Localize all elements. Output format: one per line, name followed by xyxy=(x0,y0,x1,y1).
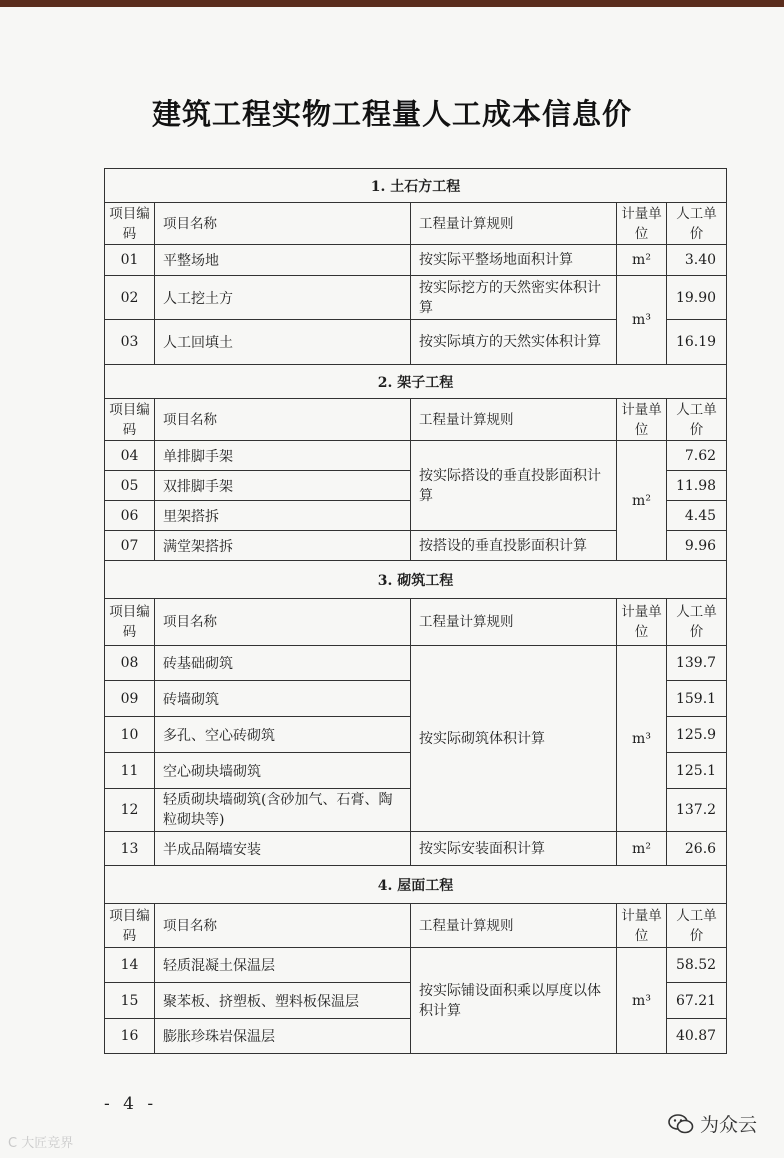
item-price: 137.2 xyxy=(667,789,727,832)
item-code: 14 xyxy=(105,948,155,983)
item-rule: 按实际平整场地面积计算 xyxy=(411,245,617,276)
watermark-right xyxy=(668,1110,757,1137)
item-unit: m² xyxy=(617,832,667,866)
item-code: 05 xyxy=(105,471,155,501)
item-unit: m³ xyxy=(617,646,667,832)
wechat-icon xyxy=(668,1114,694,1134)
item-code: 10 xyxy=(105,717,155,753)
header-rule: 工程量计算规则 xyxy=(411,904,617,948)
item-rule: 按实际安装面积计算 xyxy=(411,832,617,866)
header-code: 项目编码 xyxy=(105,203,155,245)
header-rule: 工程量计算规则 xyxy=(411,599,617,646)
item-code: 02 xyxy=(105,276,155,320)
table-row xyxy=(105,441,727,471)
item-name: 砖基础砌筑 xyxy=(155,646,411,681)
table-row xyxy=(105,646,727,681)
item-name: 单排脚手架 xyxy=(155,441,411,471)
header-row xyxy=(105,203,727,245)
header-unit: 计量单位 xyxy=(617,399,667,441)
item-code: 09 xyxy=(105,681,155,717)
item-price: 16.19 xyxy=(667,320,727,365)
item-name: 里架搭拆 xyxy=(155,501,411,531)
item-price: 19.90 xyxy=(667,276,727,320)
section-heading xyxy=(105,866,727,904)
section-title: 2. 架子工程 xyxy=(105,365,727,399)
header-price: 人工单价 xyxy=(667,399,727,441)
item-rule: 按实际搭设的垂直投影面积计算 xyxy=(411,441,617,531)
header-name: 项目名称 xyxy=(155,904,411,948)
item-price: 58.52 xyxy=(667,948,727,983)
item-rule: 按搭设的垂直投影面积计算 xyxy=(411,531,617,561)
item-price: 139.7 xyxy=(667,646,727,681)
header-name: 项目名称 xyxy=(155,203,411,245)
table-row xyxy=(105,948,727,983)
item-unit: m² xyxy=(617,245,667,276)
item-name: 人工挖土方 xyxy=(155,276,411,320)
item-rule: 按实际挖方的天然密实体积计算 xyxy=(411,276,617,320)
header-code: 项目编码 xyxy=(105,599,155,646)
item-name: 平整场地 xyxy=(155,245,411,276)
table-row xyxy=(105,832,727,866)
item-unit: m² xyxy=(617,441,667,561)
item-unit: m³ xyxy=(617,276,667,365)
item-price: 125.9 xyxy=(667,717,727,753)
table-row xyxy=(105,276,727,320)
item-price: 67.21 xyxy=(667,983,727,1019)
header-rule: 工程量计算规则 xyxy=(411,203,617,245)
page-number: - 4 - xyxy=(104,1094,158,1114)
item-code: 12 xyxy=(105,789,155,832)
item-rule: 按实际砌筑体积计算 xyxy=(411,646,617,832)
item-price: 40.87 xyxy=(667,1019,727,1054)
item-price: 9.96 xyxy=(667,531,727,561)
header-name: 项目名称 xyxy=(155,599,411,646)
item-code: 13 xyxy=(105,832,155,866)
section-heading xyxy=(105,561,727,599)
item-name: 双排脚手架 xyxy=(155,471,411,501)
header-rule: 工程量计算规则 xyxy=(411,399,617,441)
item-price: 11.98 xyxy=(667,471,727,501)
item-name: 聚苯板、挤塑板、塑料板保温层 xyxy=(155,983,411,1019)
table-row xyxy=(105,245,727,276)
header-code: 项目编码 xyxy=(105,399,155,441)
item-code: 04 xyxy=(105,441,155,471)
item-code: 01 xyxy=(105,245,155,276)
page-title: 建筑工程实物工程量人工成本信息价 xyxy=(151,97,632,131)
item-name: 满堂架搭拆 xyxy=(155,531,411,561)
header-unit: 计量单位 xyxy=(617,203,667,245)
watermark-left: C 大匠竞界 xyxy=(8,1136,74,1151)
section-title: 1. 土石方工程 xyxy=(105,169,727,203)
section-heading xyxy=(105,169,727,203)
section-title: 3. 砌筑工程 xyxy=(105,561,727,599)
header-row xyxy=(105,599,727,646)
item-name: 空心砌块墙砌筑 xyxy=(155,753,411,789)
header-code: 项目编码 xyxy=(105,904,155,948)
item-name: 半成品隔墙安装 xyxy=(155,832,411,866)
item-code: 07 xyxy=(105,531,155,561)
item-code: 15 xyxy=(105,983,155,1019)
top-border-strip xyxy=(0,0,784,7)
item-rule: 按实际填方的天然实体积计算 xyxy=(411,320,617,365)
header-price: 人工单价 xyxy=(667,203,727,245)
item-name: 膨胀珍珠岩保温层 xyxy=(155,1019,411,1054)
header-unit: 计量单位 xyxy=(617,904,667,948)
item-name: 砖墙砌筑 xyxy=(155,681,411,717)
item-price: 7.62 xyxy=(667,441,727,471)
item-price: 4.45 xyxy=(667,501,727,531)
item-code: 08 xyxy=(105,646,155,681)
header-row xyxy=(105,399,727,441)
item-price: 159.1 xyxy=(667,681,727,717)
item-code: 16 xyxy=(105,1019,155,1054)
cost-table xyxy=(104,168,727,1054)
section-heading xyxy=(105,365,727,399)
item-price: 3.40 xyxy=(667,245,727,276)
header-price: 人工单价 xyxy=(667,904,727,948)
item-price: 26.6 xyxy=(667,832,727,866)
item-code: 03 xyxy=(105,320,155,365)
item-name: 轻质砌块墙砌筑(含砂加气、石膏、陶粒砌块等) xyxy=(155,789,411,832)
item-code: 11 xyxy=(105,753,155,789)
watermark-right-text: 为众云 xyxy=(700,1114,758,1136)
item-price: 125.1 xyxy=(667,753,727,789)
section-title: 4. 屋面工程 xyxy=(105,866,727,904)
item-name: 多孔、空心砖砌筑 xyxy=(155,717,411,753)
item-name: 轻质混凝土保温层 xyxy=(155,948,411,983)
item-name: 人工回填土 xyxy=(155,320,411,365)
header-unit: 计量单位 xyxy=(617,599,667,646)
header-price: 人工单价 xyxy=(667,599,727,646)
header-name: 项目名称 xyxy=(155,399,411,441)
header-row xyxy=(105,904,727,948)
item-rule: 按实际铺设面积乘以厚度以体积计算 xyxy=(411,948,617,1054)
item-unit: m³ xyxy=(617,948,667,1054)
item-code: 06 xyxy=(105,501,155,531)
